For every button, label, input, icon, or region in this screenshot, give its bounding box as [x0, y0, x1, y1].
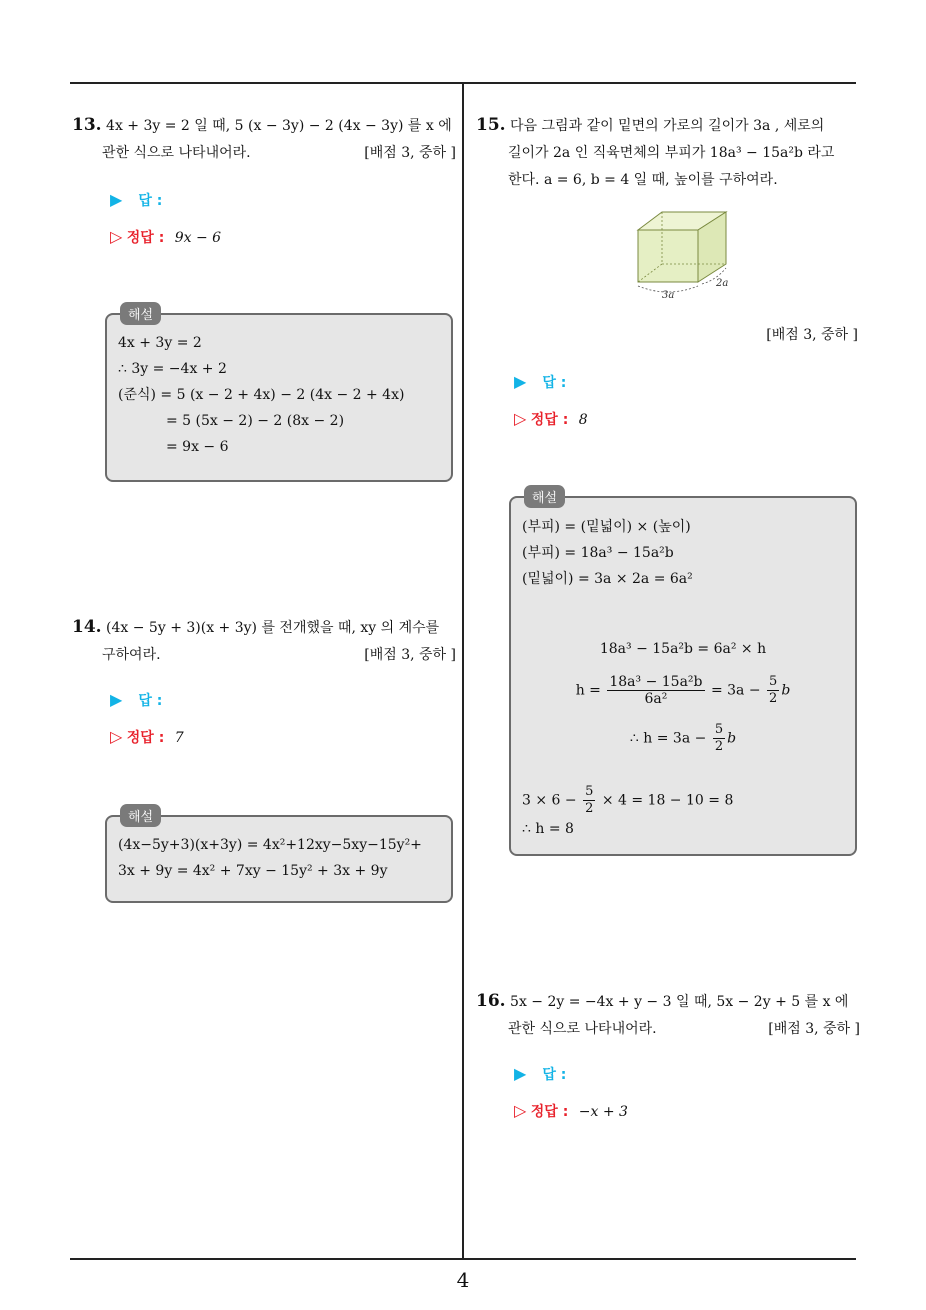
fraction: [607, 674, 704, 707]
correct-answer-row: [110, 227, 221, 247]
solution-line: (4x−5y+3)(x+3y) = 4x²+12xy−5xy−15y²+: [118, 837, 422, 853]
solution-tag: 해설: [524, 485, 565, 508]
fraction-numerator: 5: [585, 784, 594, 799]
correct-answer-row: [110, 727, 184, 747]
solution-line: ∴ 3y = −4x + 2: [118, 361, 227, 377]
correct-answer-row: [514, 1101, 628, 1121]
solution-calc: [522, 784, 733, 817]
correct-answer-row: [514, 409, 588, 429]
question-text-line: 관한 식으로 나타내어라.: [102, 145, 251, 161]
answer-label: 답 :: [542, 1067, 567, 1083]
fraction-denominator: 6a²: [644, 691, 668, 707]
play-triangle-icon: ▶: [110, 190, 123, 209]
correct-value: −x + 3: [578, 1104, 628, 1120]
question-text-line: (4x − 5y + 3)(x + 3y) 를 전개했을 때, xy 의 계수를: [106, 620, 440, 636]
question-number: 16.: [476, 991, 506, 1011]
play-triangle-icon: ▶: [110, 690, 123, 709]
score-label: [배점 3, 중하 ]: [364, 647, 456, 663]
calc-suffix: × 4 = 18 − 10 = 8: [601, 792, 734, 809]
fraction-denominator: 2: [714, 739, 724, 754]
solution-line: (부피) = 18a³ − 15a²b: [522, 545, 674, 561]
therefore-prefix: ∴ h = 3a −: [629, 730, 707, 747]
page-number: 4: [456, 1268, 470, 1292]
question-text-line: 구하여라.: [102, 647, 161, 663]
cuboid-figure: [630, 206, 760, 306]
question-16: [476, 988, 860, 1043]
solution-line: (밑넓이) = 3a × 2a = 6a²: [522, 571, 693, 587]
fraction-denominator: 2: [585, 801, 594, 816]
correct-value: 7: [174, 730, 184, 746]
question-text-line: 4x + 3y = 2 일 때, 5 (x − 3y) − 2 (4x − 3y) 를 x 에: [106, 118, 452, 134]
variable-b: b: [781, 682, 791, 699]
solution-tag: 해설: [120, 302, 161, 325]
outline-triangle-icon: ▷: [514, 409, 527, 428]
question-text-line: 길이가 2a 인 직육면체의 부피가 18a³ − 15a²b 라고: [508, 145, 835, 161]
solution-line: 4x + 3y = 2: [118, 335, 202, 351]
question-text-line: 5x − 2y = −4x + y − 3 일 때, 5x − 2y + 5 를 x 에: [510, 994, 849, 1010]
fraction: [713, 722, 725, 755]
answer-row[interactable]: [514, 1064, 566, 1084]
depth-label: 2a: [716, 278, 729, 289]
calc-prefix: 3 × 6 −: [522, 792, 577, 809]
solution-text-top: [522, 514, 693, 592]
correct-label: 정답 :: [126, 730, 165, 746]
score-label: [배점 3, 중하 ]: [768, 1021, 860, 1037]
fraction: [583, 784, 595, 817]
solution-text: [118, 832, 422, 884]
play-triangle-icon: ▶: [514, 1064, 527, 1083]
bottom-rule: [70, 1258, 856, 1260]
question-number: 14.: [72, 617, 102, 637]
outline-triangle-icon: ▷: [514, 1101, 527, 1120]
correct-label: 정답 :: [530, 412, 569, 428]
question-text-line: 다음 그림과 같이 밑면의 가로의 길이가 3a , 세로의: [510, 118, 825, 134]
solution-line: = 5 (5x − 2) − 2 (8x − 2): [166, 413, 345, 429]
fraction-numerator: 5: [714, 722, 724, 737]
question-14: [72, 614, 456, 669]
correct-label: 정답 :: [126, 230, 165, 246]
answer-label: 답 :: [542, 375, 567, 391]
answer-row[interactable]: [110, 190, 162, 210]
play-triangle-icon: ▶: [514, 372, 527, 391]
solution-tag: 해설: [120, 804, 161, 827]
question-13: [72, 112, 456, 167]
question-text-line: 한다. a = 6, b = 4 일 때, 높이를 구하여라.: [508, 172, 778, 188]
question-15: [476, 112, 860, 194]
fraction-numerator: 5: [769, 674, 778, 689]
solution-line: (부피) = (밑넓이) × (높이): [522, 519, 691, 535]
answer-label: 답 :: [138, 693, 163, 709]
width-label: 3a: [662, 290, 675, 301]
h-mid: = 3a −: [710, 682, 761, 699]
score-label: [배점 3, 중하 ]: [766, 327, 858, 343]
correct-label: 정답 :: [530, 1104, 569, 1120]
fraction-denominator: 2: [769, 691, 778, 706]
fraction: [767, 674, 779, 707]
solution-equation: 18a³ − 15a²b = 6a² × h: [599, 641, 767, 657]
fraction-numerator: 18a³ − 15a²b: [609, 674, 703, 690]
solution-final: ∴ h = 8: [522, 821, 574, 837]
correct-value: 8: [578, 412, 588, 428]
column-divider: [462, 82, 464, 1259]
solution-line: (준식) = 5 (x − 2 + 4x) − 2 (4x − 2 + 4x): [118, 387, 405, 403]
solution-therefore: [509, 722, 857, 755]
solution-h-fraction: [509, 674, 857, 707]
outline-triangle-icon: ▷: [110, 727, 123, 746]
solution-line: = 9x − 6: [166, 439, 229, 455]
question-number: 13.: [72, 115, 102, 135]
score-label: [배점 3, 중하 ]: [364, 145, 456, 161]
answer-row[interactable]: [514, 372, 566, 392]
question-number: 15.: [476, 115, 506, 135]
h-prefix: h =: [575, 682, 601, 699]
answer-label: 답 :: [138, 193, 163, 209]
question-text-line: 관한 식으로 나타내어라.: [508, 1021, 657, 1037]
outline-triangle-icon: ▷: [110, 227, 123, 246]
solution-text: [118, 330, 404, 460]
correct-value: 9x − 6: [174, 230, 222, 246]
answer-row[interactable]: [110, 690, 162, 710]
variable-b: b: [727, 730, 737, 747]
solution-line: 3x + 9y = 4x² + 7xy − 15y² + 3x + 9y: [118, 863, 388, 879]
